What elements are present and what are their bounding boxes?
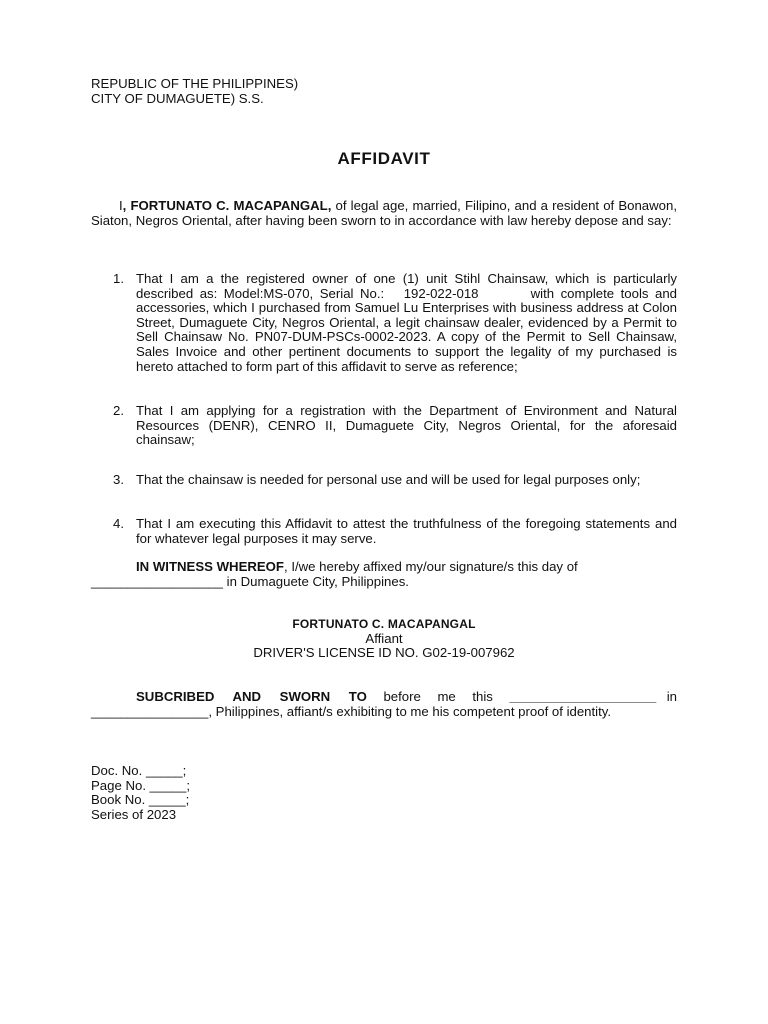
doc-number: Doc. No. _____;	[91, 763, 187, 778]
venue-line-republic: REPUBLIC OF THE PHILIPPINES)	[91, 76, 299, 91]
affiant-license: DRIVER'S LICENSE ID NO. G02-19-007962	[253, 645, 515, 661]
intro-lead: I	[119, 198, 123, 213]
witness-paragraph	[91, 560, 677, 589]
intro-text: of legal age, married, Filipino, and a resident of Bonawon, Siaton, Negros Oriental, after having been sworn to in accordance with law hereby depose and say:	[91, 198, 677, 228]
affiant-block	[91, 617, 677, 661]
series-year: Series of 2023	[91, 806, 177, 822]
list-item-number: 3.	[113, 472, 124, 487]
page-number: Page No. _____;	[91, 777, 190, 793]
witness-date-line: __________________ in Dumaguete City, Philippines.	[91, 573, 409, 589]
list-item-number: 1.	[113, 271, 124, 286]
witness-heading: IN WITNESS WHEREOF	[136, 559, 284, 574]
venue-line-city: CITY OF DUMAGUETE) S.S.	[91, 90, 264, 106]
witness-text: , I/we hereby affixed my/our signature/s this day of	[284, 559, 578, 574]
jurat-heading: SUBCRIBED AND SWORN TO	[136, 689, 367, 704]
affiant-name: FORTUNATO C. MACAPANGAL	[292, 617, 476, 631]
list-item-text: That I am a the registered owner of one (1) unit Stihl Chainsaw, which is particularly described as: Model:MS-070, Serial No.: 192-022-018 with complete tools and accessories, which I purchased from Samuel Lu Enterprises with business address at Colon Street, Dumaguete City, Negros Oriental, a legit chainsaw dealer, evidenced by a Permit to Sell Chainsaw No. PN07-DUM-PSCs-0002-2023. A copy of the Permit to Sell Chainsaw, Sales Invoice and other pertinent documents to support the legality of my purchased is hereto attached to form part of this affidavit to serve as reference;	[136, 271, 681, 374]
jurat-text-mid: before me this	[366, 689, 510, 704]
list-item-text: That the chainsaw is needed for personal use and will be used for legal purposes only;	[136, 472, 641, 487]
jurat-paragraph	[91, 690, 677, 719]
venue-header	[91, 77, 677, 106]
jurat-date-blank: ____________________	[509, 689, 657, 704]
list-item-number: 2.	[113, 403, 124, 418]
list-item-text: That I am applying for a registration with the Department of Environment and Natural Resources (DENR), CENRO II, Dumaguete City, Negros Oriental, for the aforesaid chainsaw;	[136, 403, 677, 448]
jurat-text: in ________________, Philippines, affiant/s exhibiting to me his competent proof of identity.	[91, 689, 678, 719]
affiant-role: Affiant	[365, 630, 403, 646]
list-item-text: That I am executing this Affidavit to attest the truthfulness of the foregoing statements and for whatever legal purposes it may serve.	[136, 516, 677, 546]
intro-paragraph	[91, 199, 677, 228]
document-title: AFFIDAVIT	[337, 149, 431, 168]
notarial-register	[91, 764, 677, 822]
list-item-number: 4.	[113, 516, 124, 531]
book-number: Book No. _____;	[91, 792, 190, 808]
affiant-name-inline: , FORTUNATO C. MACAPANGAL,	[122, 198, 332, 213]
